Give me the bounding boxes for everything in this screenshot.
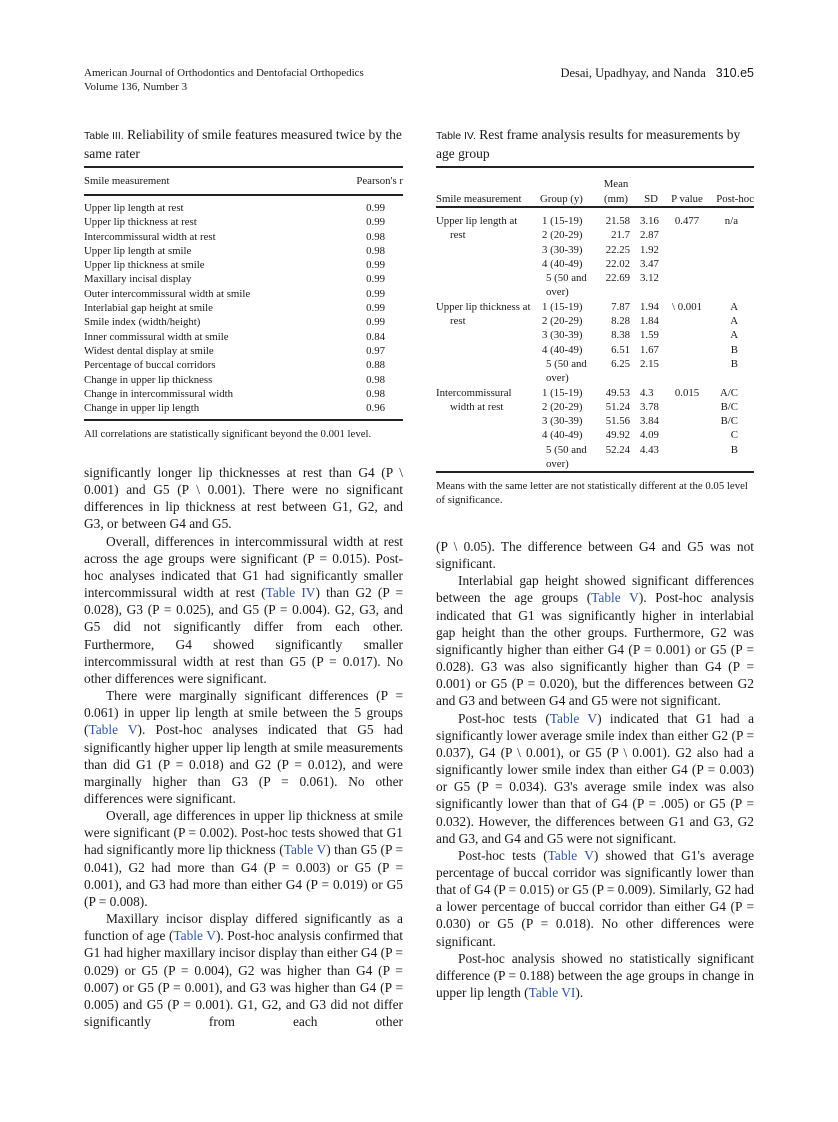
age-group: 1 (15-19) [542,300,583,313]
table-3 [84,126,403,441]
paragraph-text: Maxillary incisor display differed significantly as a function of age ( [84,911,403,944]
table-3-title: Reliability of smile features measured twice by the same rater [84,127,402,161]
table-4-footnote: Means with the same letter are not statistically different at the 0.05 level of significance. [436,480,748,507]
table-reference-link[interactable]: Table V [88,722,138,738]
p-value [666,328,708,342]
post-hoc [708,271,754,300]
table-4-header-sd: SD [644,192,658,205]
table-row [436,207,754,228]
measurement-name: Intercommissural width at rest [84,230,216,243]
p-value [666,228,708,242]
table-4-title: Rest frame analysis results for measurements by age group [436,127,741,161]
body-right-column [436,538,754,1001]
pearson-r: 0.99 [366,302,385,315]
p-value [666,357,708,386]
table-row [84,287,403,301]
mean-value: 51.56 [605,415,630,428]
mean-value: 21.58 [605,215,630,227]
measurement-name: Upper lip length at rest [436,215,518,242]
page-number: 310.e5 [715,66,754,80]
measurement-name: Outer intercommissural width at smile [84,287,251,300]
sd-value: 4.09 [640,429,659,442]
pearson-r: 0.99 [366,202,385,214]
paragraph [436,847,754,950]
table-row [84,330,403,344]
mean-value: 22.25 [605,243,630,256]
paragraph-text: Overall, age differences in upper lip thickness at smile were significant (P = 0.002). Post-hoc tests showed that G1 had significantly more lip thickness ( [84,808,403,858]
mean-value: 22.02 [605,257,630,270]
table-4-header-posthoc: Post-hoc [716,192,754,205]
mean-value: 22.69 [605,272,630,285]
measurement-name: Upper lip thickness at smile [84,259,205,272]
measurement-name: Change in upper lip thickness [84,373,213,386]
paragraph-text: Post-hoc analysis showed no statistically significant difference (P = 0.188) between the age groups in change in upper lip length ( [436,950,754,1001]
table-reference-link[interactable]: Table V [173,928,216,944]
table-4-header-group: Group (y) [540,192,583,205]
post-hoc: A [730,329,738,342]
authors: Desai, Upadhyay, and Nanda [560,66,706,80]
paragraph [84,687,403,807]
table-4 [436,126,754,507]
sd-value: 2.87 [640,229,659,242]
table-row [84,301,403,315]
volume-info: Volume 136, Number 3 [84,81,188,93]
table-reference-link[interactable]: Table VI [528,985,576,1001]
table-reference-link[interactable]: Table V [283,842,327,858]
age-group: 2 (20-29) [542,400,583,413]
paragraph-text: Post-hoc tests ( [458,710,550,726]
post-hoc: A [730,300,738,313]
table-row [84,195,403,215]
table-reference-link[interactable]: Table IV [265,585,316,601]
measurement-name: Upper lip length at smile [84,244,192,257]
p-value: \ 0.001 [672,300,702,313]
sd-value: 3.16 [640,215,659,227]
running-header-left [84,66,364,94]
table-row [84,258,403,272]
mean-value: 49.53 [605,386,630,399]
pearson-r: 0.99 [366,316,385,329]
pearson-r: 0.84 [366,330,385,343]
post-hoc: B [730,443,738,456]
p-value [666,343,708,357]
mean-value: 6.25 [611,357,630,370]
post-hoc: B [730,357,738,370]
mean-value: 51.24 [605,400,630,413]
p-value [666,443,708,473]
mean-value: 7.87 [611,300,630,313]
age-group: 3 (30-39) [542,415,583,428]
age-group: 4 (40-49) [542,257,583,270]
table-row [84,387,403,401]
mean-value: 8.28 [611,315,630,328]
measurement-name: Widest dental display at smile [84,344,214,357]
sd-value: 3.47 [640,257,659,270]
post-hoc: B/C [720,400,738,413]
journal-name: American Journal of Orthodontics and Dentofacial Orthopedics [84,67,364,79]
measurement-name: Percentage of buccal corridors [84,359,216,372]
measurement-name: Upper lip thickness at rest [436,300,531,328]
post-hoc [708,257,754,271]
pearson-r: 0.98 [366,373,385,386]
post-hoc: A/C [720,386,738,399]
pearson-r: 0.98 [366,230,385,243]
paragraph [84,533,403,687]
p-value [666,414,708,428]
table-row [436,300,754,314]
post-hoc [708,243,754,257]
paragraph [436,538,754,572]
paragraph [436,950,754,1001]
paragraph [436,710,754,847]
paragraph-text: Interlabial gap height showed significant differences between the age groups ( [436,573,754,606]
measurement-name: Interlabial gap height at smile [84,302,213,315]
age-group: 2 (20-29) [542,315,583,328]
paragraph-text: ) showed that G1's average percentage of buccal corridor was significantly lower than that of G4 (P = 0.015) or G5 (P = 0.009). Similarly, G2 had a lower percentage of buccal corridor than either G4 (P = 0.030) or G5 (P = 0.018). No other differences were significant. [436,847,755,949]
paragraph [84,910,403,1030]
pearson-r: 0.99 [366,259,385,272]
measurement-name: Upper lip length at rest [84,202,184,214]
table-row [84,373,403,387]
pearson-r: 0.99 [366,273,385,286]
p-value [666,428,708,442]
table-4-header-mean: Mean (mm) [603,178,629,205]
post-hoc: C [730,429,738,442]
sd-value: 1.92 [640,243,659,256]
sd-value: 1.59 [640,329,659,342]
measurement-name: Inner commissural width at smile [84,330,229,343]
pearson-r: 0.98 [366,387,385,400]
table-reference-link[interactable]: Table V [591,590,639,606]
table-4-header-p: P value [671,192,703,205]
table-row [84,215,403,229]
p-value [666,314,708,328]
age-group: 1 (15-19) [542,386,583,399]
paragraph-text: ) than G2 (P = 0.028), G3 (P = 0.025), and G5 (P = 0.004). G2, G3, and G5 did not significantly differ from each other. Furthermore, G4 showed significantly smaller intercommissural width at rest than G5 (P = 0.017). No other differences were significant. [84,585,404,686]
age-group: 4 (40-49) [542,429,583,442]
table-3-header-r: Pearson's r [356,174,403,187]
paragraph-text: ) indicated that G1 had a significantly lower average smile index than either G2 (P = 0.037), G4 (P \ 0.001), or G5 (P \ 0.001). G2 also had a significantly lower smile index than either G4 (P = 0.003) or G5 (P = 0.034). G3's average smile index was also significantly lower than that of G4 (P = .005) or G5 (P = 0.032). However, the differences between G1 and G3, G2 and G3, and G4 and G5 were not significant. [436,710,755,846]
sd-value: 2.15 [640,357,659,370]
measurement-name: Maxillary incisal display [84,273,192,286]
mean-value: 21.7 [611,229,630,242]
table-reference-link[interactable]: Table V [549,710,598,726]
post-hoc [708,228,754,242]
mean-value: 6.51 [611,343,630,356]
p-value [666,257,708,271]
pearson-r: 0.98 [366,244,385,257]
pearson-r: 0.97 [366,344,385,357]
sd-value: 1.84 [640,315,659,328]
table-row [84,244,403,258]
running-header-right [560,66,754,80]
table-reference-link[interactable]: Table V [547,847,594,863]
paragraph [84,464,403,533]
table-3-caption [84,126,403,162]
table-row [84,401,403,420]
measurement-name: Change in intercommissural width [84,387,234,400]
age-group: 5 (50 and over) [546,357,587,385]
age-group: 4 (40-49) [542,343,583,356]
age-group: 3 (30-39) [542,329,583,342]
table-row [84,358,403,372]
p-value [666,271,708,300]
measurement-name: Upper lip thickness at rest [84,216,197,229]
sd-value: 3.84 [640,415,659,428]
measurement-name: Smile index (width/height) [84,316,201,329]
sd-value: 3.78 [640,400,659,413]
p-value [666,400,708,414]
age-group: 5 (50 and over) [546,443,587,471]
table-row [84,315,403,329]
post-hoc: n/a [724,215,738,227]
measurement-name: Change in upper lip length [84,402,200,415]
sd-value: 3.12 [640,272,659,285]
p-value [666,243,708,257]
paragraph-text: ). Post-hoc analyses indicated that G5 had significantly higher upper lip length at smile measurements than did G1 (P = 0.018) and G2 (P = 0.012), and were marginally higher than G3 (P = 0.061). No other differences were significant. [84,722,403,806]
body-left-column [84,464,403,1030]
paragraph-text: ) than G5 (P = 0.041), G2 had more than G4 (P = 0.003) or G5 (P = 0.001), and G3 had more than either G4 (P = 0.019) or G5 (P = 0.008). [84,842,404,909]
paragraph [436,572,754,709]
pearson-r: 0.96 [366,402,385,415]
paragraph-text: ). [575,985,584,1001]
pearson-r: 0.99 [366,216,385,229]
table-4-caption [436,126,754,162]
paragraph-text: There were marginally significant differences (P = 0.061) in upper lip length at smile between the 5 groups ( [84,688,403,738]
paragraph-text: ). Post-hoc analysis confirmed that G1 had higher maxillary incisor display than either G4 (P = 0.029) or G5 (P = 0.004), G2 was higher than G4 (P = 0.007) or G5 (P = 0.001), and G3 was higher than G4 (P = 0.005) and G5 (P = 0.001). G1, G2, and G3 did not differ significantly from each other [84,928,403,1029]
mean-value: 52.24 [605,443,630,456]
age-group: 1 (15-19) [542,215,583,227]
table-4-header-measure: Smile measurement [436,192,522,205]
post-hoc: A [730,315,738,328]
table-4-label: Table IV. [436,130,476,142]
table-3-label: Table III. [84,130,124,142]
age-group: 2 (20-29) [542,229,583,242]
sd-value: 1.67 [640,343,659,356]
sd-value: 1.94 [640,300,659,313]
pearson-r: 0.99 [366,287,385,300]
sd-value: 4.43 [640,443,659,456]
paragraph [84,807,403,910]
table-row [84,344,403,358]
age-group: 3 (30-39) [542,243,583,256]
table-row [84,272,403,286]
table-row [436,386,754,400]
mean-value: 49.92 [605,429,630,442]
measurement-name: Intercommissural width at rest [436,386,512,413]
paragraph-text: (P \ 0.05). The difference between G4 and G5 was not significant. [436,539,754,572]
paragraph-text: significantly longer lip thicknesses at rest than G4 (P \ 0.001) and G5 (P \ 0.001). There were no significant differences in lip thickness at rest between G1, G2, and G3, or between G4 and G5. [84,465,403,532]
paragraph-text: Post-hoc tests ( [458,847,548,863]
pearson-r: 0.88 [366,359,385,372]
table-4-grid [436,166,754,473]
p-value: 0.477 [674,215,700,227]
age-group: 5 (50 and over) [546,272,587,299]
post-hoc: B/C [720,415,738,428]
table-3-grid [84,166,403,421]
sd-value: 4.3 [640,386,654,399]
post-hoc: B [730,343,738,356]
table-row [84,230,403,244]
paragraph-text: Overall, differences in intercommissural width at rest across the age groups were significant (P = 0.015). Post-hoc analyses indicated that G1 had significantly smaller intercommissural width at rest ( [84,533,403,601]
p-value: 0.015 [674,386,700,399]
table-3-footnote: All correlations are statistically significant beyond the 0.001 level. [84,428,372,441]
table-3-header-measure: Smile measurement [84,174,170,187]
mean-value: 8.38 [611,329,630,342]
paragraph-text: ). Post-hoc analysis indicated that G1 was significantly higher in interlabial gap height than the other groups. Furthermore, G2 was significantly higher than either G4 (P = 0.001) or G5 (P = 0.028). G3 was also significantly higher than G4 (P = 0.001) or G5 (P = 0.020), but the differences between G2 and G3 and between G4 and G5 were not significant. [436,590,754,709]
